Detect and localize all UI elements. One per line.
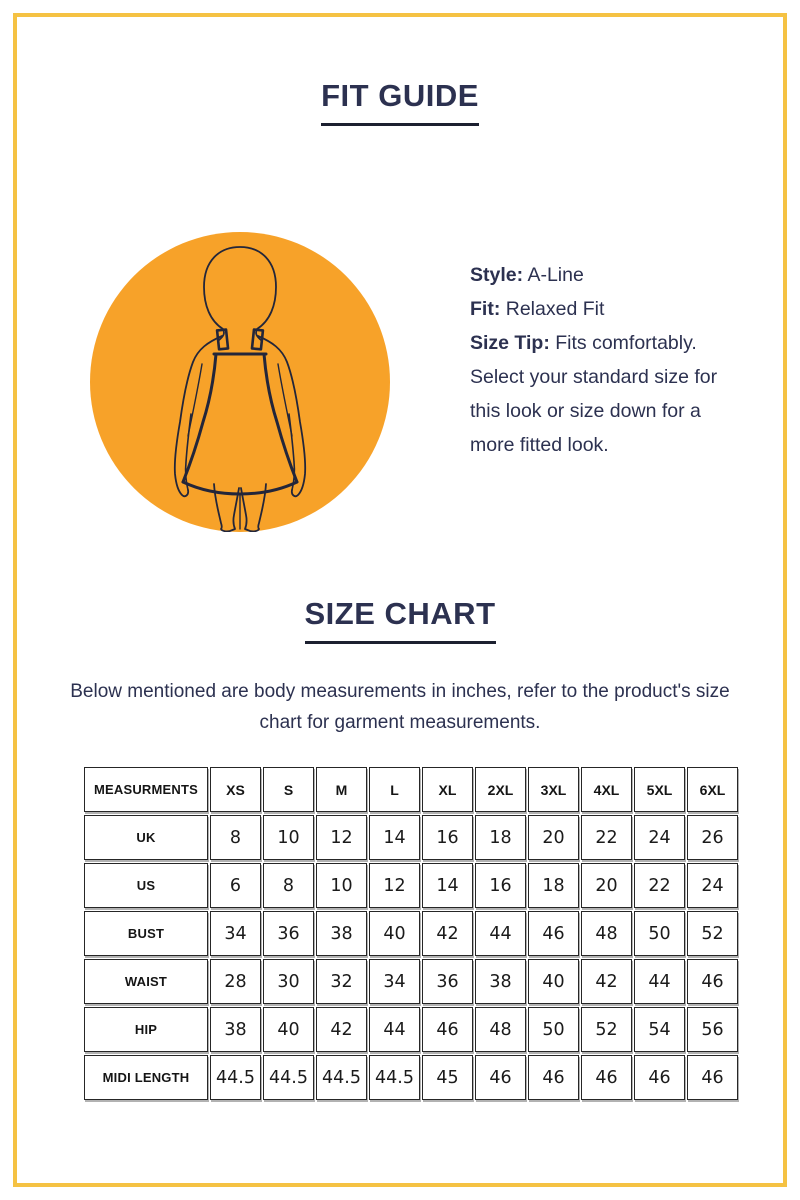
size-cell: 45: [422, 1055, 473, 1100]
size-tip-line: [470, 326, 728, 462]
size-cell: 34: [210, 911, 261, 956]
size-cell: 44: [369, 1007, 420, 1052]
size-cell: 46: [634, 1055, 685, 1100]
size-cell: 44.5: [369, 1055, 420, 1100]
table-row: [84, 863, 738, 908]
size-cell: 20: [528, 815, 579, 860]
size-chart-head-row: [84, 767, 738, 812]
col-header-3xl: 3XL: [528, 767, 579, 812]
size-tip-value: Fits comfortably. Select your standard size for this look or size down for a more fitted look.: [470, 332, 718, 456]
col-header-m: M: [316, 767, 367, 812]
row-label: BUST: [84, 911, 208, 956]
size-cell: 40: [263, 1007, 314, 1052]
fit-line: [470, 292, 728, 326]
size-cell: 24: [687, 863, 738, 908]
size-cell: 20: [581, 863, 632, 908]
page-title: FIT GUIDE: [321, 78, 479, 126]
size-cell: 44: [634, 959, 685, 1004]
row-label: WAIST: [84, 959, 208, 1004]
size-cell: 50: [634, 911, 685, 956]
size-chart-table: [82, 764, 740, 1103]
size-cell: 28: [210, 959, 261, 1004]
size-cell: 50: [528, 1007, 579, 1052]
size-chart-body: [84, 815, 738, 1100]
fit-details: [470, 258, 728, 462]
size-cell: 46: [475, 1055, 526, 1100]
size-cell: 44: [475, 911, 526, 956]
size-cell: 44.5: [316, 1055, 367, 1100]
size-chart-head: [84, 767, 738, 812]
style-line: [470, 258, 728, 292]
size-cell: 16: [475, 863, 526, 908]
size-cell: 24: [634, 815, 685, 860]
size-cell: 12: [316, 815, 367, 860]
size-cell: 18: [528, 863, 579, 908]
size-cell: 14: [422, 863, 473, 908]
table-row: [84, 959, 738, 1004]
size-cell: 42: [581, 959, 632, 1004]
size-cell: 22: [581, 815, 632, 860]
size-cell: 46: [687, 1055, 738, 1100]
style-label: Style:: [470, 264, 524, 286]
table-row: [84, 911, 738, 956]
size-cell: 10: [316, 863, 367, 908]
size-cell: 32: [316, 959, 367, 1004]
row-label: US: [84, 863, 208, 908]
row-label: HIP: [84, 1007, 208, 1052]
size-cell: 12: [369, 863, 420, 908]
size-chart-subtitle: Below mentioned are body measurements in inches, refer to the product's size chart for garment measurements.: [70, 681, 730, 733]
size-cell: 8: [263, 863, 314, 908]
size-cell: 42: [316, 1007, 367, 1052]
fit-illustration-circle: [90, 232, 390, 532]
size-cell: 52: [687, 911, 738, 956]
col-header-4xl: 4XL: [581, 767, 632, 812]
size-cell: 34: [369, 959, 420, 1004]
size-cell: 52: [581, 1007, 632, 1052]
table-row: [84, 1055, 738, 1100]
size-cell: 56: [687, 1007, 738, 1052]
size-cell: 40: [369, 911, 420, 956]
size-cell: 16: [422, 815, 473, 860]
size-chart-title: SIZE CHART: [305, 596, 496, 644]
size-cell: 30: [263, 959, 314, 1004]
size-cell: 40: [528, 959, 579, 1004]
size-cell: 48: [581, 911, 632, 956]
a-line-dress-figure-icon: [90, 232, 390, 532]
size-cell: 38: [210, 1007, 261, 1052]
col-header-5xl: 5XL: [634, 767, 685, 812]
size-cell: 54: [634, 1007, 685, 1052]
size-cell: 46: [528, 1055, 579, 1100]
size-cell: 46: [687, 959, 738, 1004]
size-cell: 44.5: [263, 1055, 314, 1100]
col-header-xs: XS: [210, 767, 261, 812]
size-cell: 26: [687, 815, 738, 860]
size-cell: 36: [263, 911, 314, 956]
col-header-l: L: [369, 767, 420, 812]
size-cell: 38: [316, 911, 367, 956]
size-cell: 38: [475, 959, 526, 1004]
size-cell: 6: [210, 863, 261, 908]
size-tip-label: Size Tip:: [470, 332, 550, 354]
size-cell: 46: [581, 1055, 632, 1100]
fit-label: Fit:: [470, 298, 501, 320]
table-row: [84, 1007, 738, 1052]
size-cell: 14: [369, 815, 420, 860]
col-header-2xl: 2XL: [475, 767, 526, 812]
row-label: UK: [84, 815, 208, 860]
size-cell: 36: [422, 959, 473, 1004]
size-cell: 46: [528, 911, 579, 956]
col-header-6xl: 6XL: [687, 767, 738, 812]
size-cell: 44.5: [210, 1055, 261, 1100]
row-label: MIDI LENGTH: [84, 1055, 208, 1100]
fit-guide-header: [0, 78, 800, 126]
size-cell: 42: [422, 911, 473, 956]
size-cell: 46: [422, 1007, 473, 1052]
col-header-xl: XL: [422, 767, 473, 812]
size-cell: 48: [475, 1007, 526, 1052]
size-cell: 8: [210, 815, 261, 860]
size-chart-header: [0, 596, 800, 644]
col-header-measurements: MEASURMENTS: [84, 767, 208, 812]
col-header-s: S: [263, 767, 314, 812]
style-value: A-Line: [527, 264, 584, 286]
size-cell: 10: [263, 815, 314, 860]
size-cell: 18: [475, 815, 526, 860]
table-row: [84, 815, 738, 860]
size-cell: 22: [634, 863, 685, 908]
fit-value: Relaxed Fit: [505, 298, 605, 320]
